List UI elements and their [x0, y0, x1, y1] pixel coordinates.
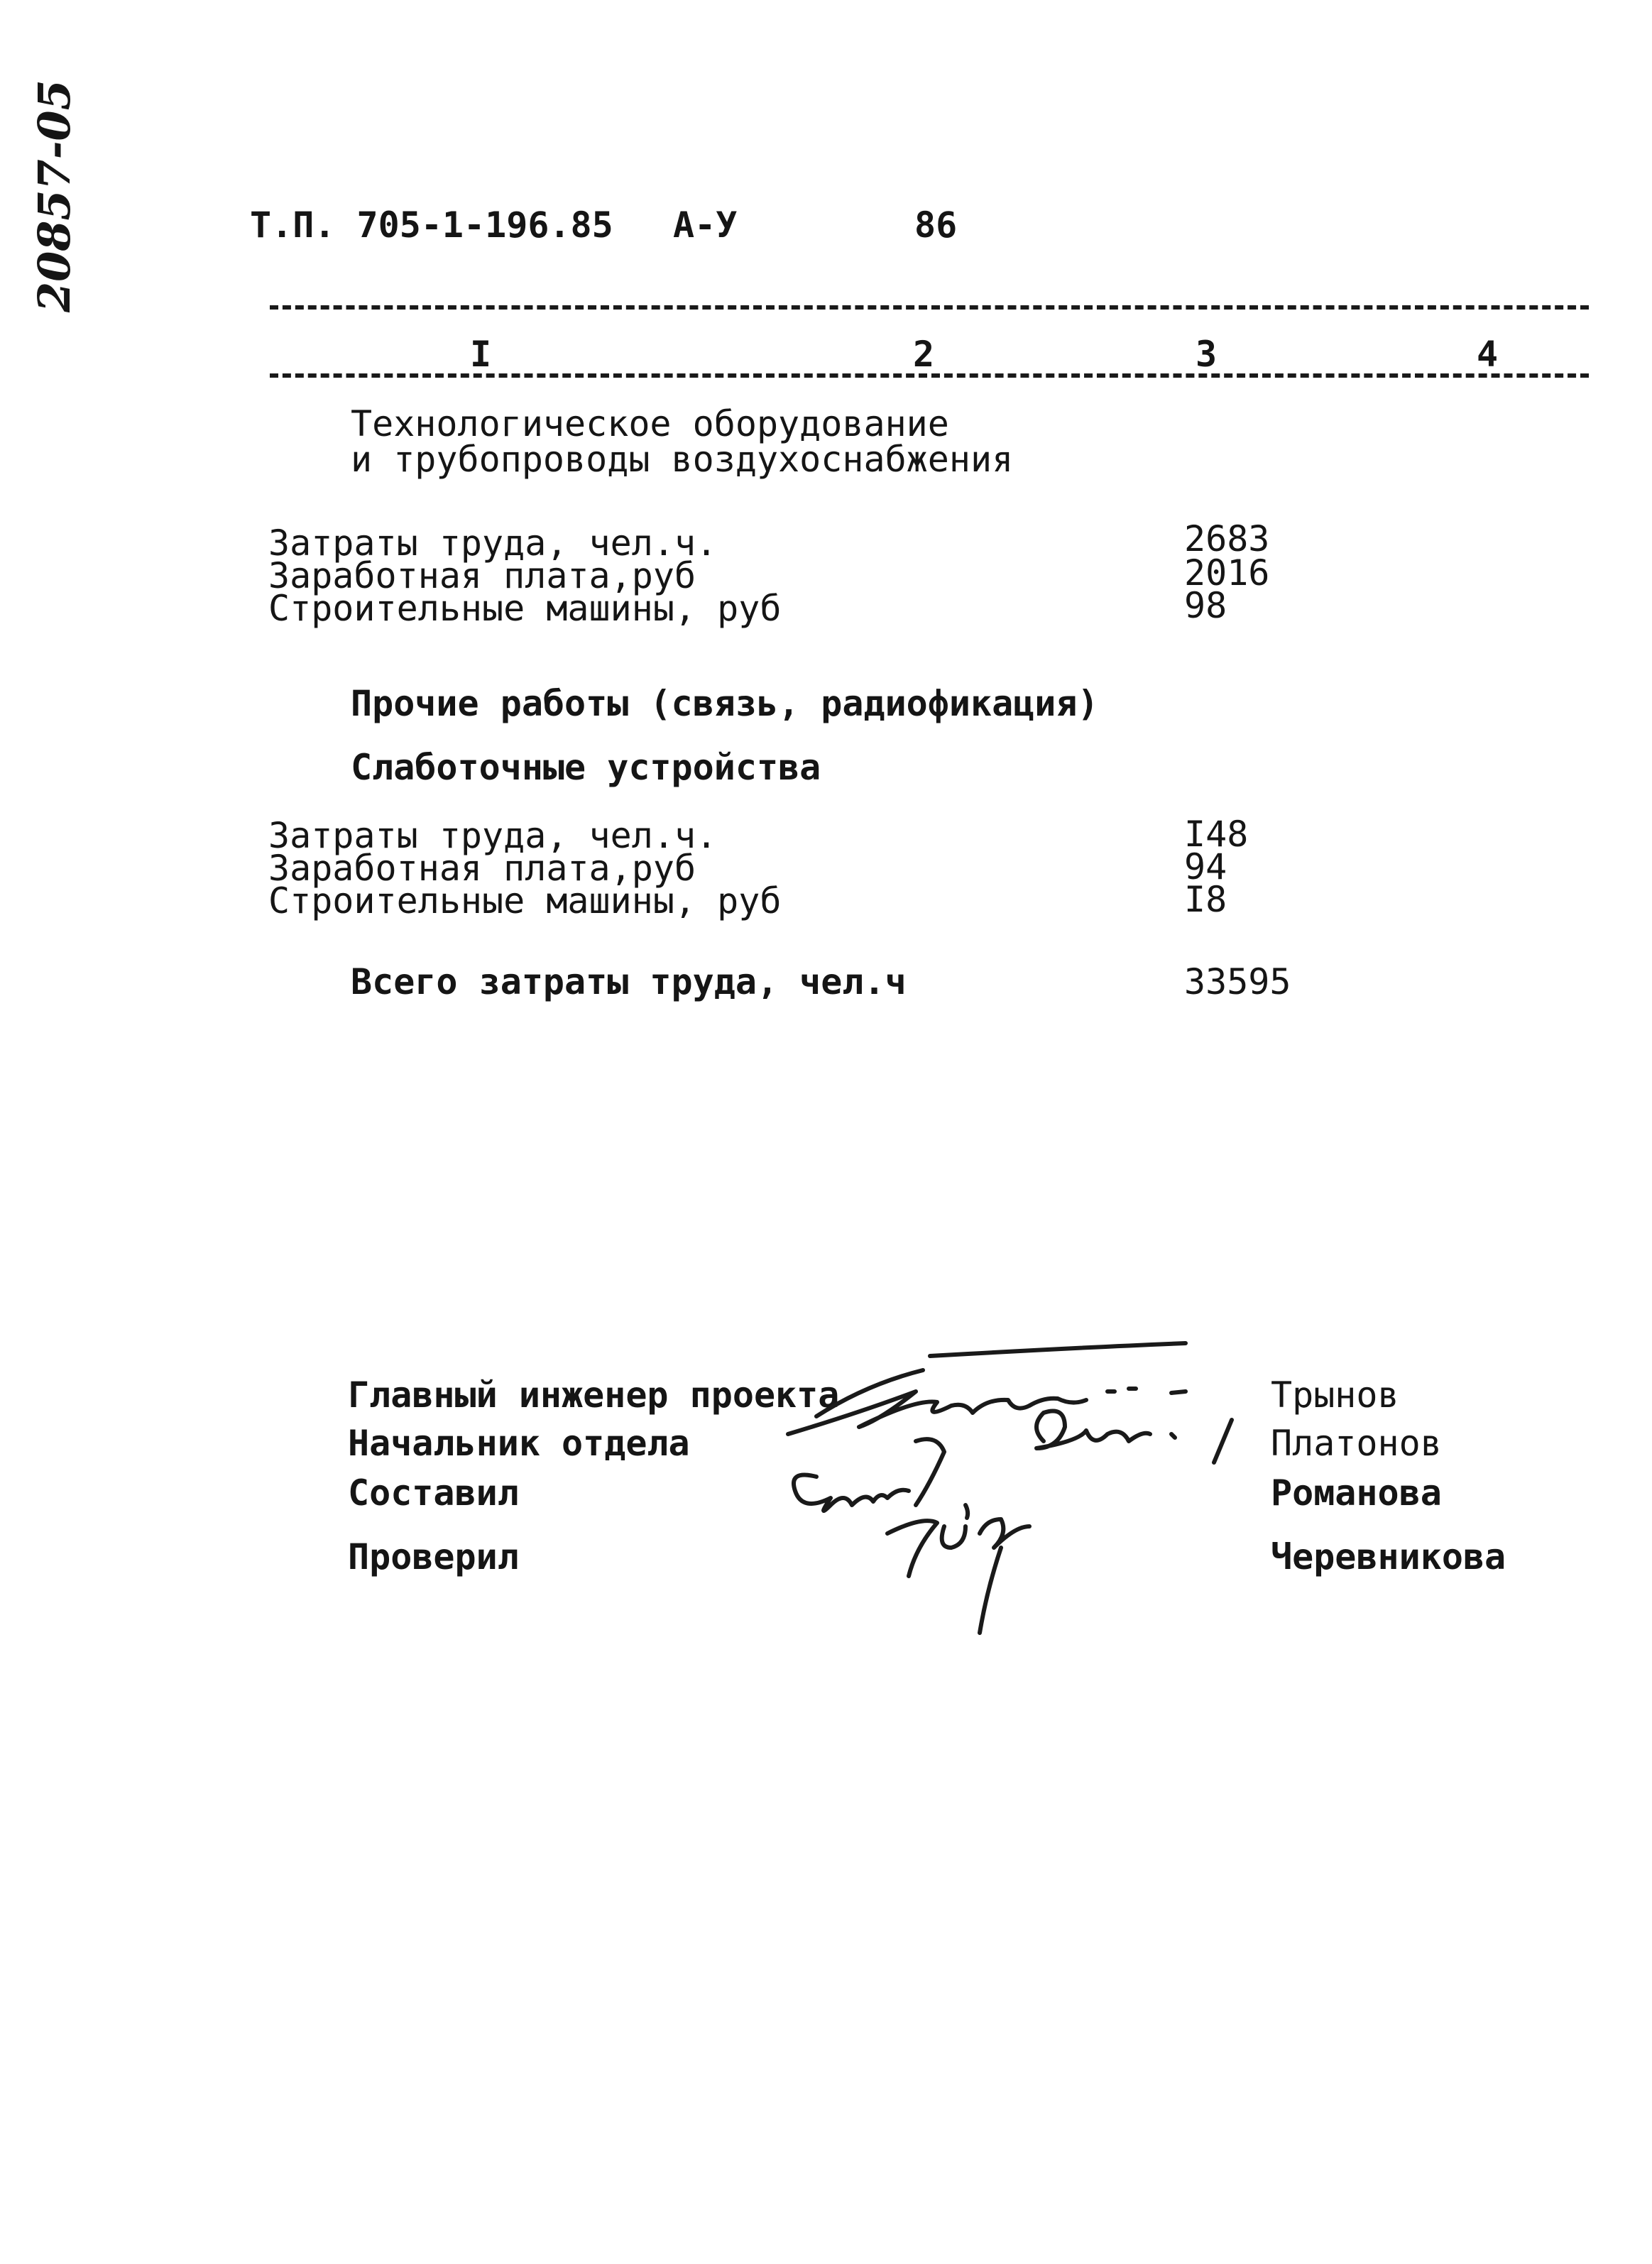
margin-archive-number: 20857-05 [28, 80, 80, 312]
signature-stroke [980, 1548, 1001, 1633]
signature-stroke [794, 1475, 909, 1511]
section-title: Прочие работы (связь, радиофикация) [351, 683, 1099, 724]
signature-name: Романова [1271, 1472, 1442, 1514]
signature-stroke [1107, 1389, 1136, 1391]
row-value: 94 [1184, 846, 1227, 887]
signature-name: Трынов [1271, 1374, 1399, 1416]
row-label: Строительные машины, руб [268, 880, 782, 922]
row-value: 98 [1184, 585, 1227, 626]
row-label: Заработная плата,руб [268, 555, 696, 596]
signature-role: Составил [348, 1472, 519, 1514]
row-label: Затраты труда, чел.ч. [268, 523, 718, 564]
signature-stroke [1036, 1411, 1150, 1449]
signature-stroke [1171, 1391, 1186, 1393]
row-label: Затраты труда, чел.ч. [268, 815, 718, 856]
section-title: и трубопроводы воздухоснабжения [351, 439, 1014, 480]
row-value: 2016 [1184, 552, 1270, 594]
row-value: I48 [1184, 814, 1249, 855]
column-number-2: 2 [913, 334, 935, 375]
row-value: 2683 [1184, 518, 1270, 559]
signature-name: Платонов [1271, 1423, 1442, 1464]
handwritten-signatures [774, 1335, 1271, 1661]
signature-stroke [966, 1505, 968, 1518]
page-number: 86 [914, 204, 958, 246]
section-title: Технологическое оборудование [351, 403, 949, 444]
row-label: Заработная плата,руб [268, 848, 696, 889]
column-number-1: I [470, 334, 492, 375]
column-number-3: 3 [1196, 334, 1218, 375]
signature-stroke [980, 1519, 1029, 1548]
signature-stroke [1171, 1434, 1175, 1438]
signature-stroke [887, 1521, 937, 1576]
section-subtitle: Слаботочные устройства [351, 747, 821, 788]
signature-stroke [1214, 1420, 1232, 1462]
signature-stroke [942, 1526, 966, 1548]
column-number-4: 4 [1477, 334, 1499, 375]
signature-stroke [930, 1343, 1186, 1356]
table-top-rule [270, 305, 1589, 310]
document-code: Т.П. 705-1-196.85 [250, 204, 613, 246]
signature-name: Черевникова [1271, 1536, 1506, 1577]
document-section: А-У [673, 204, 738, 246]
row-label: Строительные машины, руб [268, 588, 782, 629]
row-value: I8 [1184, 879, 1227, 920]
total-label: Всего затраты труда, чел.ч [351, 961, 907, 1002]
signature-stroke [916, 1439, 944, 1505]
signature-role: Проверил [348, 1536, 519, 1577]
signature-role: Главный инженер проекта [348, 1374, 840, 1416]
total-value: 33595 [1184, 961, 1291, 1002]
signature-role: Начальник отдела [348, 1423, 690, 1464]
